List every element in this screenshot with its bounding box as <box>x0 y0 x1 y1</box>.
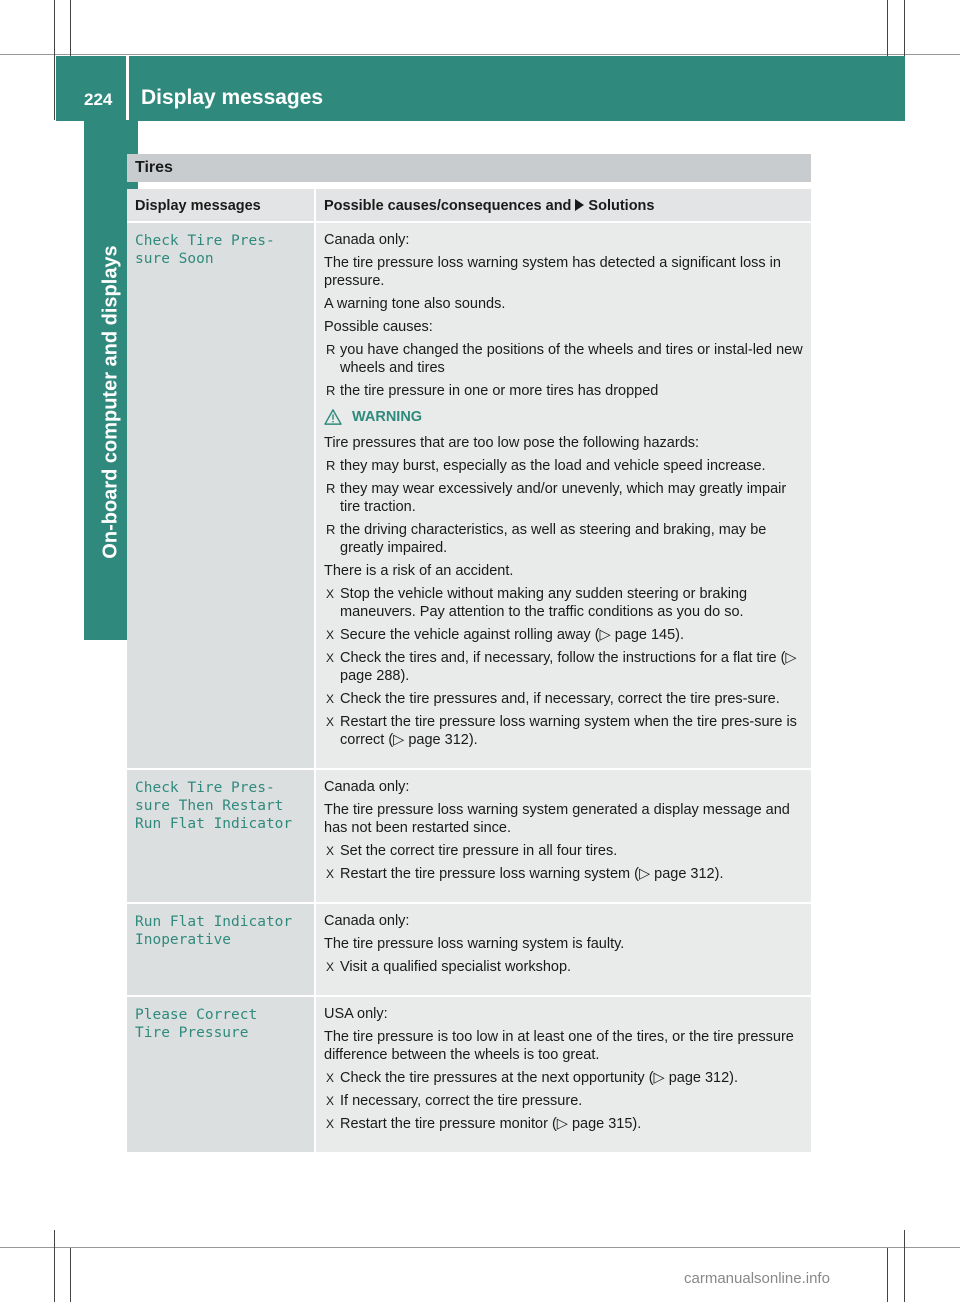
chapter-title: On-board computer and displays <box>99 245 122 559</box>
item-text: Visit a qualified specialist workshop. <box>340 959 572 975</box>
display-message <box>127 904 316 997</box>
message-solution <box>316 997 811 1154</box>
step-arrow-icon: X <box>326 867 335 881</box>
header-separator <box>126 56 129 121</box>
col-header-messages: Display messages <box>127 189 316 223</box>
section-title: Tires <box>127 154 811 182</box>
instruction-step <box>324 865 803 883</box>
paragraph: The tire pressure loss warning system is faulty. <box>324 936 625 952</box>
bullet-item <box>324 457 803 475</box>
page-title: Display messages <box>141 86 324 109</box>
display-message <box>127 997 316 1154</box>
item-text: Restart the tire pressure loss warning system (▷ page 312). <box>340 866 724 882</box>
crop-mark <box>887 1248 888 1302</box>
message-line: Run Flat Indicator <box>135 914 293 930</box>
step-arrow-icon: X <box>326 960 335 974</box>
table-row <box>127 770 811 904</box>
item-text: they may wear excessively and/or unevenly, which may greatly impair tire traction. <box>340 481 787 515</box>
step-arrow-icon: X <box>326 1071 335 1085</box>
warning-text: WARNING <box>352 409 423 425</box>
arrow-icon <box>575 199 584 211</box>
table-header-row <box>127 189 811 223</box>
item-text: the tire pressure in one or more tires has dropped <box>340 383 659 399</box>
paragraph: There is a risk of an accident. <box>324 563 514 579</box>
message-solution <box>316 770 811 904</box>
crop-mark <box>70 0 71 56</box>
step-arrow-icon: X <box>326 628 335 642</box>
paragraph: Canada only: <box>324 779 410 795</box>
step-arrow-icon: X <box>326 587 335 601</box>
item-text: Set the correct tire pressure in all four tires. <box>340 843 618 859</box>
crop-mark <box>887 0 888 56</box>
instruction-step <box>324 626 803 644</box>
message-line: Inoperative <box>135 932 232 948</box>
item-text: Restart the tire pressure loss warning system when the tire pres-sure is correct (▷ page 312). <box>340 714 797 748</box>
message-solution <box>316 223 811 770</box>
paragraph: USA only: <box>324 1006 388 1022</box>
paragraph: Canada only: <box>324 232 410 248</box>
step-arrow-icon: X <box>326 844 335 858</box>
instruction-step <box>324 713 803 749</box>
message-line: sure Then Restart <box>135 798 284 814</box>
bullet-icon: R <box>326 383 336 398</box>
page-number: 224 <box>84 90 113 109</box>
message-line: Run Flat Indicator <box>135 816 293 832</box>
instruction-step <box>324 585 803 621</box>
bullet-icon: R <box>326 342 336 357</box>
item-text: Check the tires and, if necessary, follow the instructions for a flat tire (▷ page 288). <box>340 650 797 684</box>
message-line: Check Tire Pres‐ <box>135 233 275 249</box>
bullet-item <box>324 521 803 557</box>
paragraph: Possible causes: <box>324 319 433 335</box>
message-line: Tire Pressure <box>135 1025 249 1041</box>
crop-mark <box>54 0 55 120</box>
crop-mark <box>54 1230 55 1302</box>
bullet-icon: R <box>326 481 336 496</box>
bullet-item <box>324 480 803 516</box>
instruction-step <box>324 1069 803 1087</box>
message-line: sure Soon <box>135 251 214 267</box>
causes-label: Possible causes/consequences and <box>324 198 572 214</box>
paragraph: The tire pressure loss warning system has detected a significant loss in pressure. <box>324 255 781 289</box>
bullet-item <box>324 341 803 377</box>
crop-mark <box>904 1230 905 1302</box>
instruction-step <box>324 958 803 976</box>
table-row <box>127 223 811 770</box>
paragraph: The tire pressure is too low in at least one of the tires, or the tire pressure difference between the wheels is too great. <box>324 1029 794 1063</box>
paragraph: A warning tone also sounds. <box>324 296 506 312</box>
crop-mark <box>0 54 960 55</box>
bullet-icon: R <box>326 458 336 473</box>
bullet-item <box>324 382 803 400</box>
item-text: they may burst, especially as the load and vehicle speed increase. <box>340 458 766 474</box>
step-arrow-icon: X <box>326 651 335 665</box>
item-text: the driving characteristics, as well as steering and braking, may be greatly impaired. <box>340 522 767 556</box>
crop-mark <box>0 1247 960 1248</box>
table-row <box>127 904 811 997</box>
display-message <box>127 770 316 904</box>
item-text: Check the tire pressures at the next opportunity (▷ page 312). <box>340 1070 739 1086</box>
instruction-step <box>324 842 803 860</box>
item-text: Restart the tire pressure monitor (▷ page 315). <box>340 1116 642 1132</box>
step-arrow-icon: X <box>326 1117 335 1131</box>
table-row <box>127 997 811 1154</box>
item-text: Check the tire pressures and, if necessary, correct the tire pres-sure. <box>340 691 780 707</box>
solutions-label: Solutions <box>588 198 655 214</box>
message-solution <box>316 904 811 997</box>
col-header-causes <box>316 189 811 223</box>
bullet-icon: R <box>326 522 336 537</box>
instruction-step <box>324 649 803 685</box>
paragraph: Tire pressures that are too low pose the following hazards: <box>324 435 700 451</box>
step-arrow-icon: X <box>326 1094 335 1108</box>
warning-label <box>324 408 803 426</box>
display-message <box>127 223 316 770</box>
item-text: If necessary, correct the tire pressure. <box>340 1093 583 1109</box>
watermark: carmanualsonline.info <box>684 1270 830 1287</box>
instruction-step <box>324 690 803 708</box>
item-text: Stop the vehicle without making any sudden steering or braking maneuvers. Pay attention to the traffic conditions as you do so. <box>340 586 748 620</box>
paragraph: Canada only: <box>324 913 410 929</box>
paragraph: The tire pressure loss warning system generated a display message and has not been restarted since. <box>324 802 790 836</box>
display-messages-table <box>127 189 811 1154</box>
message-line: Please Correct <box>135 1007 258 1023</box>
instruction-step <box>324 1092 803 1110</box>
crop-mark <box>70 1248 71 1302</box>
item-text: you have changed the positions of the wheels and tires or instal-led new wheels and tires <box>340 342 803 376</box>
item-text: Secure the vehicle against rolling away (▷ page 145). <box>340 627 685 643</box>
instruction-step <box>324 1115 803 1133</box>
warning-triangle-icon <box>324 409 342 425</box>
step-arrow-icon: X <box>326 692 335 706</box>
message-line: Check Tire Pres‐ <box>135 780 275 796</box>
step-arrow-icon: X <box>326 715 335 729</box>
